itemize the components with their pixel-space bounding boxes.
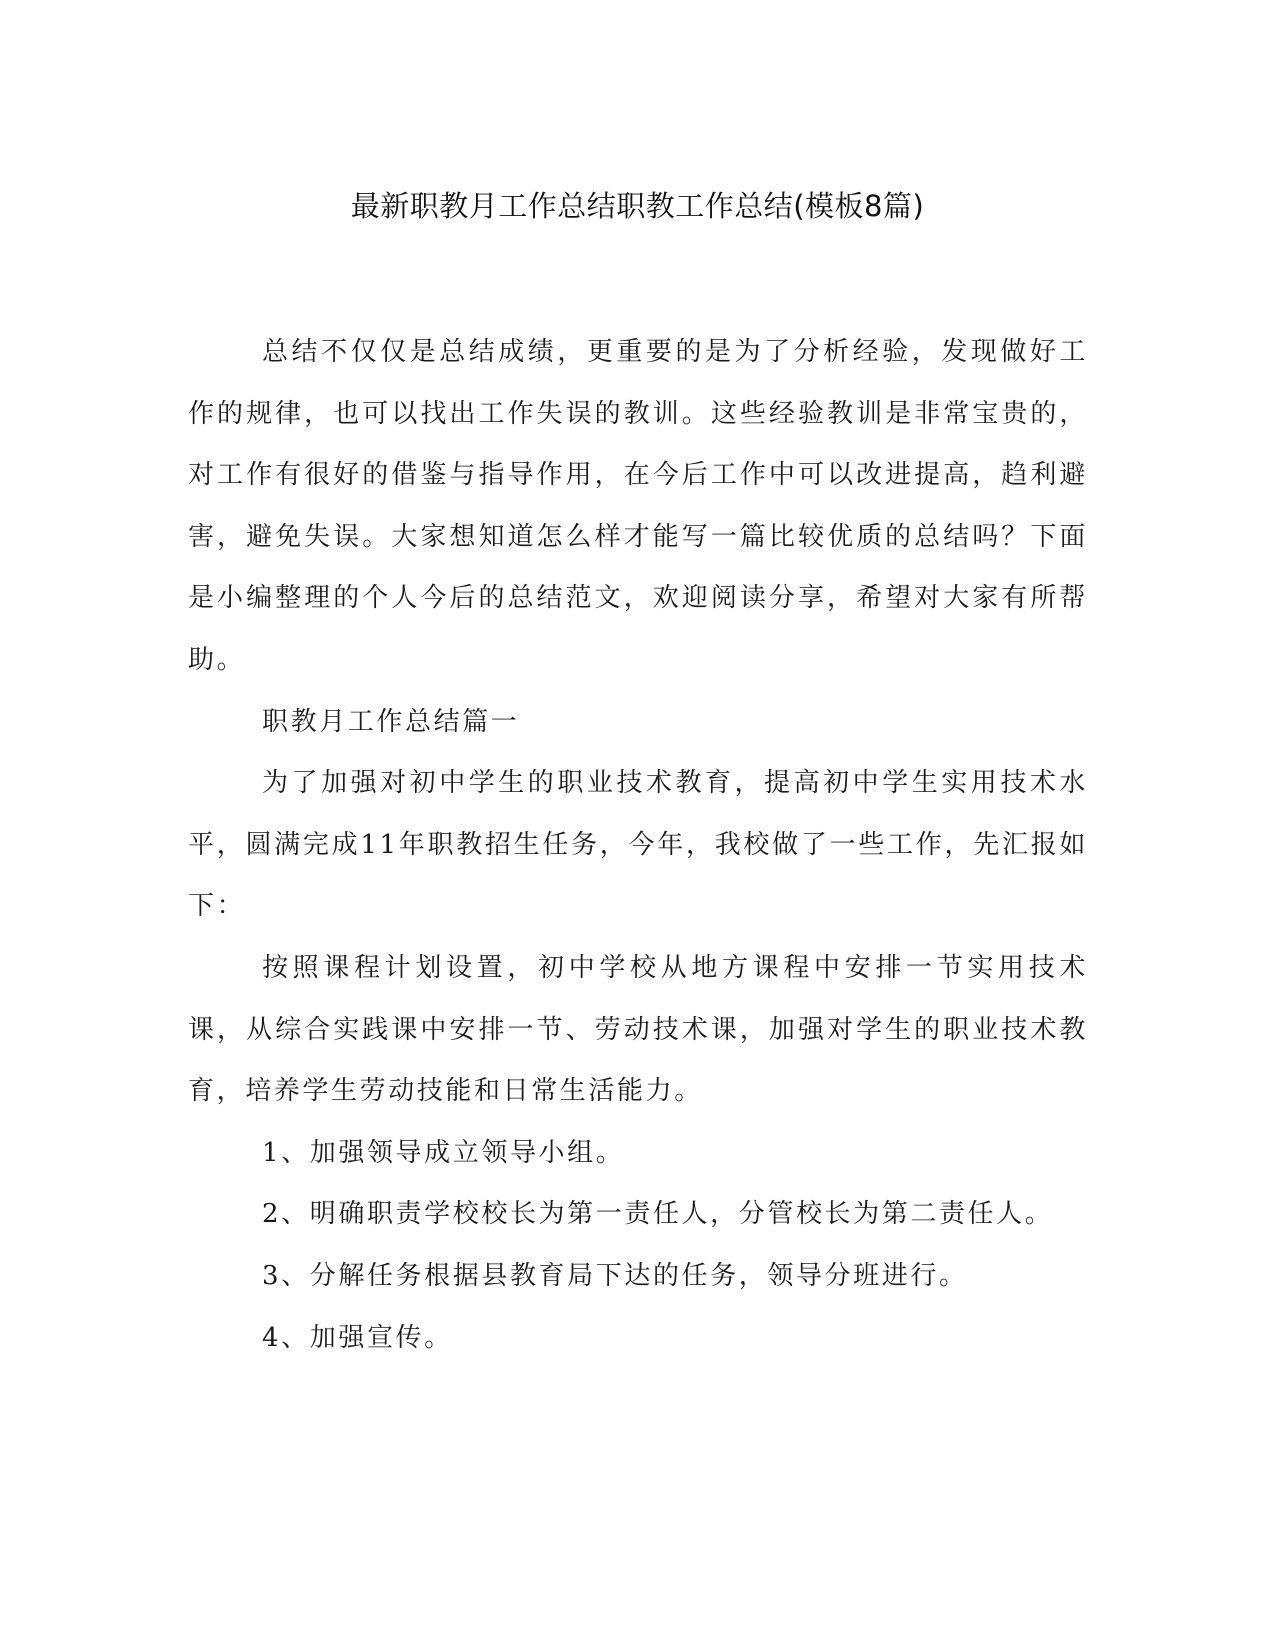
body-paragraph: 为了加强对初中学生的职业技术教育，提高初中学生实用技术水平，圆满完成11年职教招生任务，今年，我校做了一些工作，先汇报如下：	[188, 768, 1088, 922]
document-title: 最新职教月工作总结职教工作总结(模板8篇)	[350, 189, 925, 223]
list-item: 2、明确职责学校校长为第一责任人，分管校长为第二责任人。	[262, 1199, 1054, 1230]
list-item: 1、加强领导成立领导小组。	[262, 1137, 625, 1168]
section-heading: 职教月工作总结篇一	[262, 706, 520, 737]
document-body	[188, 322, 1088, 1369]
list-item: 4、加强宣传。	[262, 1322, 453, 1353]
body-paragraph: 按照课程计划设置，初中学校从地方课程中安排一节实用技术课，从综合实践课中安排一节、劳动技术课，加强对学生的职业技术教育，培养学生劳动技能和日常生活能力。	[188, 952, 1088, 1107]
list-item: 3、分解任务根据县教育局下达的任务，领导分班进行。	[262, 1260, 968, 1291]
intro-paragraph: 总结不仅仅是总结成绩，更重要的是为了分析经验，发现做好工作的规律，也可以找出工作失误的教训。这些经验教训是非常宝贵的，对工作有很好的借鉴与指导作用，在今后工作中可以改进提高，趋利避害，避免失误。大家想知道怎么样才能写一篇比较优质的总结吗？下面是小编整理的个人今后的总结范文，欢迎阅读分享，希望对大家有所帮助。	[188, 337, 1088, 675]
